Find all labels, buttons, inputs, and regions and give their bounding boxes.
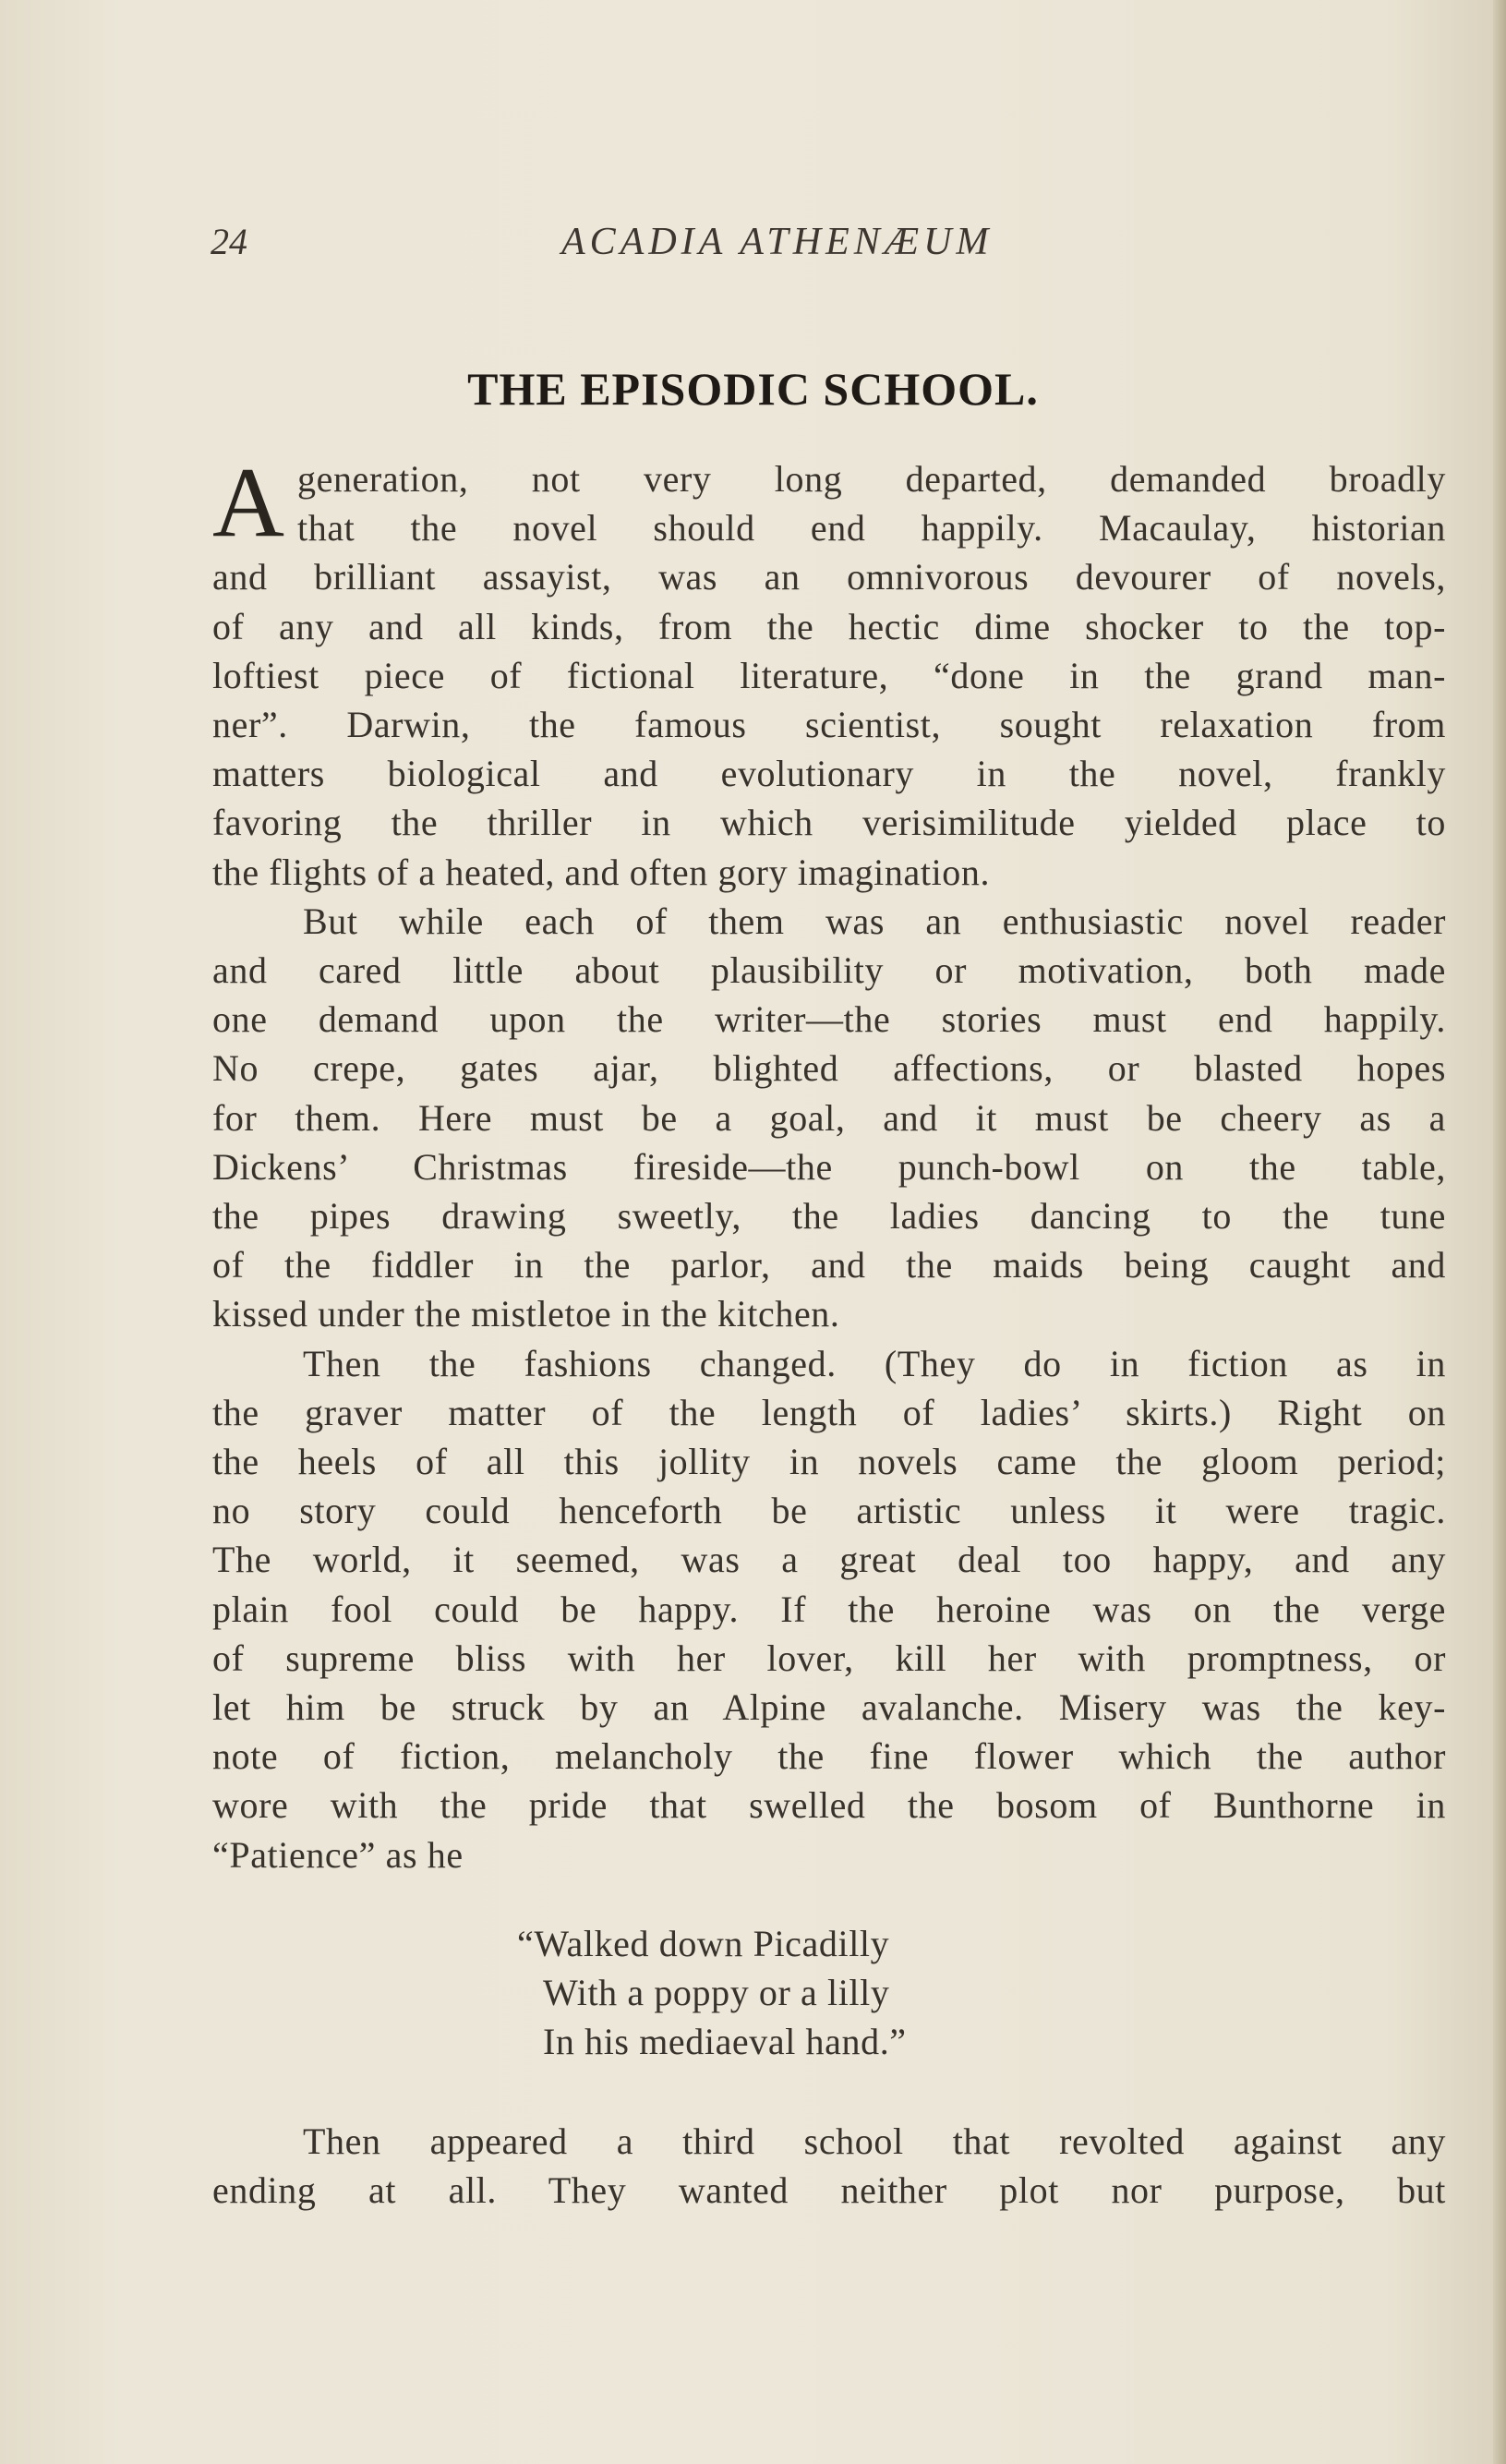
paragraph-2 xyxy=(212,897,1446,1339)
article-title: THE EPISODIC SCHOOL. xyxy=(467,363,1039,415)
paragraph-3 xyxy=(212,1339,1446,1879)
text-line: The world, it seemed, was a great deal too happy, and any xyxy=(212,1539,1446,1581)
text-line: for them. Here must be a goal, and it must be cheery as a xyxy=(212,1096,1446,1139)
text-line: the heels of all this jollity in novels came the gloom period; xyxy=(212,1441,1446,1483)
verse-line: “Walked down Picadilly xyxy=(517,1923,890,1964)
article-body xyxy=(212,448,1446,1879)
text-line: one demand upon the writer—the stories must end happily. xyxy=(212,998,1446,1041)
drop-cap: A xyxy=(212,448,285,558)
text-line: the graver matter of the length of ladies’ skirts.) Right on xyxy=(212,1391,1446,1433)
paragraph-1 xyxy=(212,448,1446,897)
text-line: favoring the thriller in which verisimilitude yielded place to xyxy=(212,802,1446,844)
text-line: of the fiddler in the parlor, and the maids being caught and xyxy=(212,1244,1446,1286)
text-line: Then the fashions changed. (They do in fiction as in xyxy=(303,1342,1446,1384)
page-header xyxy=(211,220,1097,275)
text-line: of any and all kinds, from the hectic dime shocker to the top- xyxy=(212,605,1446,647)
paragraph-4 xyxy=(212,2117,1446,2215)
text-line: wore with the pride that swelled the bosom of Bunthorne in xyxy=(212,1784,1446,1827)
text-line: of supreme bliss with her lover, kill her with promptness, or xyxy=(212,1637,1446,1679)
text-line: Then appeared a third school that revolted against any xyxy=(303,2120,1446,2162)
text-line: no story could henceforth be artistic unless it were tragic. xyxy=(212,1490,1446,1532)
text-line: let him be struck by an Alpine avalanche. Misery was the key- xyxy=(212,1686,1446,1729)
text-line: and cared little about plausibility or motivation, both made xyxy=(212,949,1446,992)
text-line: Dickens’ Christmas fireside—the punch-bowl on the table, xyxy=(212,1145,1446,1188)
text-line: But while each of them was an enthusiastic novel reader xyxy=(303,900,1446,942)
text-line: matters biological and evolutionary in the novel, frankly xyxy=(212,753,1446,795)
text-line: “Patience” as he xyxy=(212,1833,464,1876)
page-number: 24 xyxy=(211,221,247,262)
text-line: ending at all. They wanted neither plot nor purpose, but xyxy=(212,2169,1446,2211)
text-line: kissed under the mistletoe in the kitchen. xyxy=(212,1293,840,1335)
verse-quotation xyxy=(517,1919,907,2066)
text-line: loftiest piece of fictional literature, “done in the grand man- xyxy=(212,654,1446,696)
text-line: the flights of a heated, and often gory imagination. xyxy=(212,851,991,893)
text-line: the pipes drawing sweetly, the ladies dancing to the tune xyxy=(212,1195,1446,1238)
text-line: ner”. Darwin, the famous scientist, sought relaxation from xyxy=(212,704,1446,746)
text-line: that the novel should end happily. Macaulay, historian xyxy=(297,507,1446,550)
verse-line: With a poppy or a lilly xyxy=(543,1972,890,2013)
text-line: plain fool could be happy. If the heroine was on the verge xyxy=(212,1588,1446,1630)
running-title: ACADIA ATHENÆUM xyxy=(561,221,994,263)
verse-line: In his mediaeval hand.” xyxy=(543,2021,907,2062)
text-line: note of fiction, melancholy the fine flower which the author xyxy=(212,1735,1446,1778)
text-line: and brilliant assayist, was an omnivorous devourer of novels, xyxy=(212,556,1446,598)
text-line: No crepe, gates ajar, blighted affections, or blasted hopes xyxy=(212,1047,1446,1090)
text-line: generation, not very long departed, demanded broadly xyxy=(297,458,1446,500)
